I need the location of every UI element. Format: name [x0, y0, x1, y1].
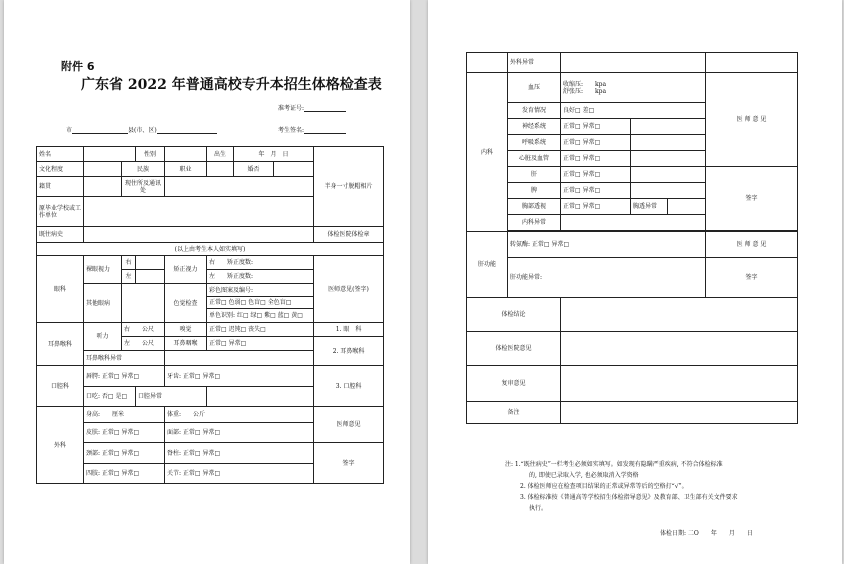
- chest-abnormal-label: 胸透异常: [631, 199, 668, 215]
- eye-doctor-opinion: 医师意见(签字): [314, 256, 384, 323]
- corrected-vision-label: 矫正视力: [165, 256, 207, 284]
- remark-label: 备注: [467, 402, 561, 424]
- heart-label: 心脏及血管: [508, 151, 561, 167]
- culture-label: 文化程度: [37, 162, 84, 177]
- spleen-label: 脾: [508, 183, 561, 199]
- naked-vision-label: 裸眼视力: [84, 256, 122, 284]
- joints-result: 关节: 正常□ 异常□: [165, 464, 314, 484]
- surg-abnormal-label: 外科异常: [508, 53, 561, 73]
- heart-result: 正常□ 异常□: [561, 151, 631, 167]
- photo-box: 半身一寸脱帽相片: [314, 147, 384, 227]
- review-label: 复审意见: [467, 366, 561, 402]
- exam-table-right: [466, 52, 798, 424]
- note-line-3: 2. 体检医师应在检查项目结果的正常或异常等后的空格打“√”。: [520, 483, 688, 490]
- hearing-right: 右 公尺: [122, 323, 165, 337]
- height-field: 身高: 厘米: [84, 407, 165, 423]
- bp-values: 收缩压: kpa 舒张压: kpa: [561, 73, 706, 103]
- lf-opinion: 医 师 意 见: [706, 232, 798, 258]
- exam-date: 体检日期: 二O 年 月 日: [660, 530, 753, 537]
- location-line: 市 县(市、区): [66, 125, 217, 134]
- lips-result: 唇腭: 正常□ 异常□: [84, 366, 165, 387]
- resp-label: 呼吸系统: [508, 135, 561, 151]
- attachment-label: 附件 6: [61, 60, 95, 73]
- gender-label: 性别: [136, 147, 165, 162]
- growth-label: 发育情况: [508, 103, 561, 119]
- internal-abnormal-label: 内科异常: [508, 215, 561, 231]
- note-line-1: 注: 1.“既往病史”一栏考生必须如实填写。如发现有隐瞒严重疾病, 不符合体检标准: [505, 461, 723, 468]
- other-eye-label: 其他眼病: [84, 284, 122, 323]
- name-label: 姓名: [37, 147, 84, 162]
- smell-label: 嗅觉: [165, 323, 207, 337]
- skin-result: 皮肤: 正常□ 异常□: [84, 423, 165, 443]
- neck-result: 颈部: 正常□ 异常□: [84, 443, 165, 464]
- page-right: [428, 0, 842, 564]
- stamp-box: 体检医院体检章: [314, 227, 384, 243]
- color-res1: 彩色图案及编号:: [207, 284, 314, 297]
- conclusion-label: 体检结论: [467, 298, 561, 332]
- internal-section-label: 内科: [467, 73, 508, 232]
- job-label: 职业: [165, 162, 207, 177]
- hospital-opinion-label: 体检医院意见: [467, 332, 561, 366]
- liver-function-label: 肝功能: [467, 232, 508, 298]
- spleen-result: 正常□ 异常□: [561, 183, 631, 199]
- color-res2: 正常□ 色弱□ 色盲□ 全色盲□: [207, 297, 314, 309]
- page-left: [4, 0, 410, 564]
- spine-result: 脊柱: 正常□ 异常□: [165, 443, 314, 464]
- lf-sign: 签字: [706, 258, 798, 298]
- color-vision-label: 色觉检查: [165, 284, 207, 323]
- liver-function-abnormal: 肝功能异常:: [508, 258, 706, 298]
- exam-no-label: 准考证号:: [278, 103, 346, 112]
- surgery-opinion: 医师意见: [314, 407, 384, 443]
- sign-line: 考生签名:: [278, 125, 346, 134]
- stutter-result: 口吃: 否□ 是□: [84, 387, 136, 407]
- weight-field: 体重: 公斤: [165, 407, 314, 423]
- teeth-result: 牙齿: 正常□ 异常□: [165, 366, 314, 387]
- birth-label: 出生: [207, 147, 234, 162]
- growth-result: 良好□ 差□: [561, 103, 706, 119]
- surgery-section-label: 外科: [37, 407, 84, 484]
- hearing-label: 听力: [84, 323, 122, 351]
- naked-right: 右: [122, 256, 136, 270]
- marriage-label: 婚否: [234, 162, 274, 177]
- naked-left: 左: [122, 270, 136, 284]
- alt-result: 转氨酶: 正常□ 异常□: [508, 232, 706, 258]
- oral-opinion: 3. 口腔科: [314, 366, 384, 407]
- ent-abnormal: 耳鼻喉科异常: [84, 351, 165, 366]
- liver-label: 肝: [508, 167, 561, 183]
- limbs-result: 四肢: 正常□ 异常□: [84, 464, 165, 484]
- ent-opinion-eye: 1. 眼 科: [314, 323, 384, 337]
- smell-result: 正常□ 迟钝□ 丧失□: [207, 323, 314, 337]
- note-line-5: 执行。: [529, 505, 548, 512]
- ent-section-label: 耳鼻喉科: [37, 323, 84, 366]
- nerve-result: 正常□ 异常□: [561, 119, 631, 135]
- face-result: 面部: 正常□ 异常□: [165, 423, 314, 443]
- exam-table-left: [36, 146, 384, 484]
- native-label: 籍贯: [37, 177, 84, 197]
- color-res34: 单色识别: 红□ 绿□ 紫□ 蓝□ 黄□: [207, 309, 314, 323]
- hearing-left: 左 公尺: [122, 337, 165, 351]
- nation-label: 民族: [122, 162, 165, 177]
- chest-label: 胸部透视: [508, 199, 561, 215]
- history-label: 既往病史: [37, 227, 84, 243]
- left-correction: 左 矫正度数:: [207, 270, 314, 284]
- liver-result: 正常□ 异常□: [561, 167, 631, 183]
- throat-label: 耳鼻咽喉: [165, 337, 207, 351]
- note-line-4: 3. 体检标准按《普通高等学校招生体检指导意见》及教育部、卫生部有关文件要求: [520, 494, 738, 501]
- address-label: 现住所及通讯处: [122, 177, 165, 197]
- school-label: 原毕业学校或工作单位: [37, 197, 84, 227]
- chest-result: 正常□ 异常□: [561, 199, 631, 215]
- form-title: 广东省 2022 年普通高校专升本招生体格检查表: [81, 77, 382, 93]
- right-correction: 右 矫正度数:: [207, 256, 314, 270]
- internal-opinion: 医 师 意 见: [706, 73, 798, 167]
- bp-label: 血压: [508, 73, 561, 103]
- birth-date: 年 月 日: [234, 147, 314, 162]
- oral-section-label: 口腔科: [37, 366, 84, 407]
- nerve-label: 神经系统: [508, 119, 561, 135]
- eye-section-label: 眼科: [37, 256, 84, 323]
- oral-abnormal: 口腔异常: [136, 387, 207, 407]
- surgery-sign: 签字: [314, 443, 384, 484]
- resp-result: 正常□ 异常□: [561, 135, 631, 151]
- self-fill-divider: (以上由考生本人如实填写): [37, 243, 384, 256]
- internal-sign: 签字: [706, 167, 798, 231]
- throat-result: 正常□ 异常□: [207, 337, 314, 351]
- note-line-2: 的, 即使已录取入学, 也必须取消入学资格: [529, 472, 639, 479]
- ent-opinion: 2. 耳鼻喉科: [314, 337, 384, 366]
